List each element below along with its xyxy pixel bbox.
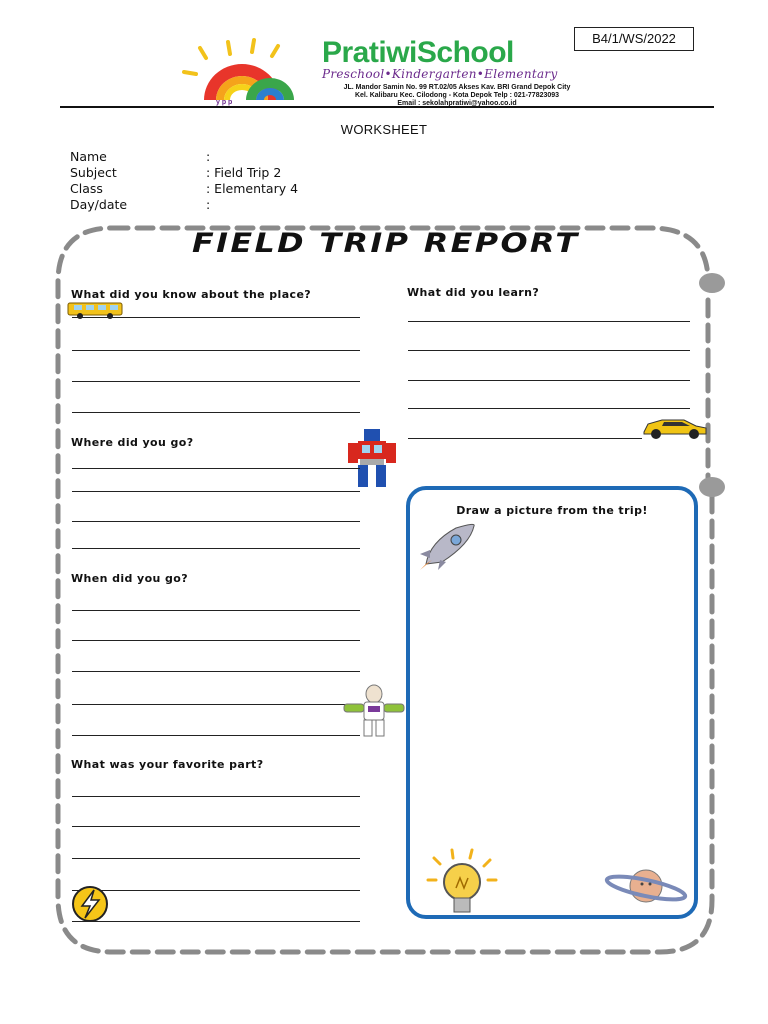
school-name-part2: School [416,36,514,69]
robot-icon [346,427,406,489]
light-bulb-icon [426,848,498,920]
answer-line[interactable] [72,468,360,469]
info-label: Day/date [70,197,128,212]
answer-line[interactable] [72,735,360,736]
answer-line[interactable] [72,890,360,891]
info-label: Subject [70,165,117,180]
info-value: : Field Trip 2 [206,165,282,180]
answer-line[interactable] [72,796,360,797]
info-value: : [206,149,211,164]
answer-line[interactable] [72,640,360,641]
question-draw: Draw a picture from the trip! [456,504,648,517]
info-value: : [206,197,211,212]
school-name-part1: Pratiwi [322,36,417,69]
question-favorite: What was your favorite part? [71,758,264,771]
lightning-icon [70,884,112,924]
question-when: When did you go? [71,572,189,585]
answer-line[interactable] [72,350,360,351]
answer-line[interactable] [72,412,360,413]
info-label: Class [70,181,103,196]
answer-line[interactable] [72,671,360,672]
answer-line[interactable] [72,858,360,859]
document-code: B4/1/WS/2022 [574,27,694,51]
answer-line[interactable] [72,704,360,705]
school-tagline: Preschool•Kindergarten•Elementary [322,67,558,81]
answer-line[interactable] [408,438,642,439]
question-learn: What did you learn? [407,286,540,299]
planet-icon [604,864,688,908]
answer-line[interactable] [72,921,360,922]
address-line-3: Email : sekolahpratiwi@yahoo.co.id [397,100,517,107]
answer-line[interactable] [72,610,360,611]
answer-line[interactable] [72,381,360,382]
question-know: What did you know about the place? [71,288,312,301]
answer-line[interactable] [408,408,690,409]
question-where: Where did you go? [71,436,194,449]
report-title: FIELD TRIP REPORT [192,228,580,259]
info-label: Name [70,149,107,164]
address-line-2: Kel. Kalibaru Kec. Cilodong - Kota Depok Telp : 021-77823093 [354,92,560,99]
answer-line[interactable] [72,548,360,549]
info-value: : Elementary 4 [206,181,299,196]
answer-line[interactable] [72,826,360,827]
astronaut-toy-icon [342,684,406,738]
answer-line[interactable] [408,321,690,322]
answer-line[interactable] [408,350,690,351]
answer-line[interactable] [72,521,360,522]
worksheet-title: WORKSHEET [340,122,428,137]
logo-letters: y p p [216,99,233,106]
address-line-1: JL. Mandor Samin No. 99 RT.02/05 Akses Kav. BRI Grand Depok City [343,84,571,91]
answer-line[interactable] [408,380,690,381]
rocket-icon [416,520,480,572]
answer-line[interactable] [72,317,360,318]
sports-car-icon [640,414,710,440]
answer-line[interactable] [72,491,360,492]
